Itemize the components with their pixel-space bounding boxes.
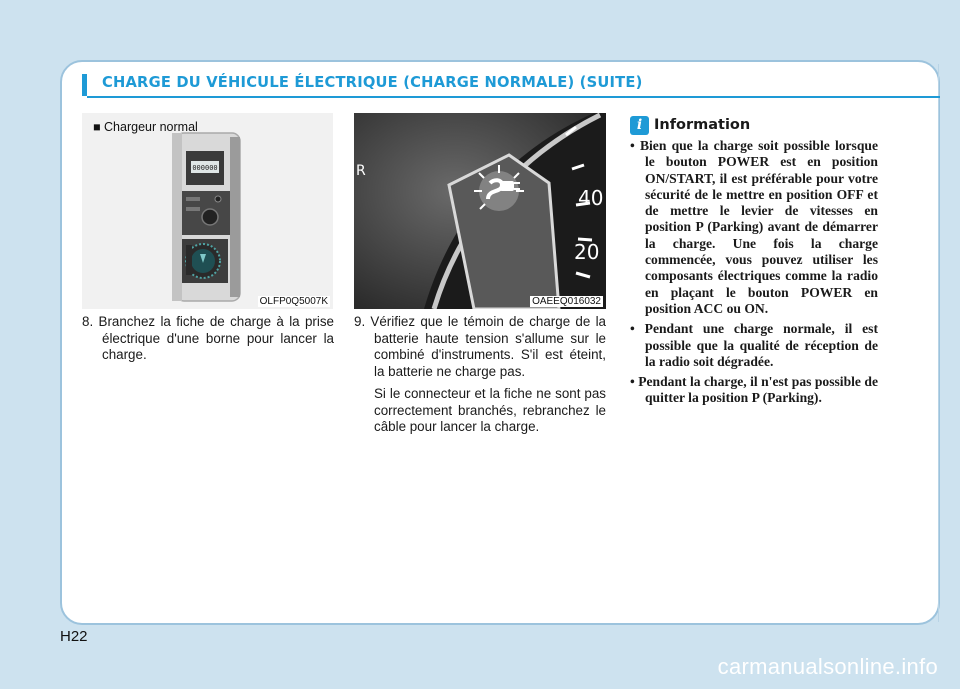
step-9 — [354, 314, 606, 436]
charger-figure — [82, 113, 333, 309]
step-text: 9. Vérifiez que le témoin de charge de la batterie haute tension s'allume sur le combiné d'instruments. S'il est éteint, la batterie ne charge pas. — [354, 314, 606, 379]
step-note: Si le connecteur et la fiche ne sont pas correctement branchés, rebranchez le câble pour lancer la charge. — [374, 386, 606, 434]
title-underline — [87, 96, 940, 98]
gauge-label-20: 20 — [574, 240, 600, 264]
cluster-illustration — [354, 113, 606, 309]
step-8 — [82, 314, 334, 364]
info-icon: i — [630, 116, 649, 135]
svg-text:000000: 000000 — [192, 164, 218, 172]
gauge-letter: R — [356, 163, 366, 179]
information-list — [630, 138, 878, 411]
figure-code: OLFP0Q5007K — [259, 296, 328, 307]
information-item: • Pendant la charge, il n'est pas possible de quitter la position P (Parking). — [630, 374, 878, 406]
figure-caption: ■ Chargeur normal — [93, 120, 198, 134]
information-item: • Pendant une charge normale, il est possible que la qualité de réception de la radio soit dégradée. — [630, 321, 878, 369]
step-text: 8. Branchez la fiche de charge à la prise électrique d'une borne pour lancer la charge. — [82, 314, 334, 362]
figure-code: OAEEQ016032 — [532, 296, 601, 307]
section-title: CHARGE DU VÉHICULE ÉLECTRIQUE (CHARGE NORMALE) (SUITE) — [102, 73, 643, 91]
gauge-label-40: 40 — [578, 186, 604, 210]
card-edge-line — [938, 64, 939, 622]
information-item: • Bien que la charge soit possible lorsque le bouton POWER est en position ON/START, il est préférable pour votre sécurité de le mettre en position OFF et de mettre le levier de vitesses en position P (Parking) avant de démarrer la charge. Une fois la charge commencée, vous pouvez utiliser les composants électriques comme la radio en plaçant le bouton POWER en position ACC ou ON. — [630, 138, 878, 316]
title-accent-bar — [82, 74, 87, 96]
page-number: H22 — [60, 628, 88, 645]
charger-illustration — [82, 113, 333, 309]
information-title: Information — [654, 117, 751, 133]
cluster-figure — [354, 113, 606, 309]
watermark: carmanualsonline.info — [717, 654, 938, 679]
